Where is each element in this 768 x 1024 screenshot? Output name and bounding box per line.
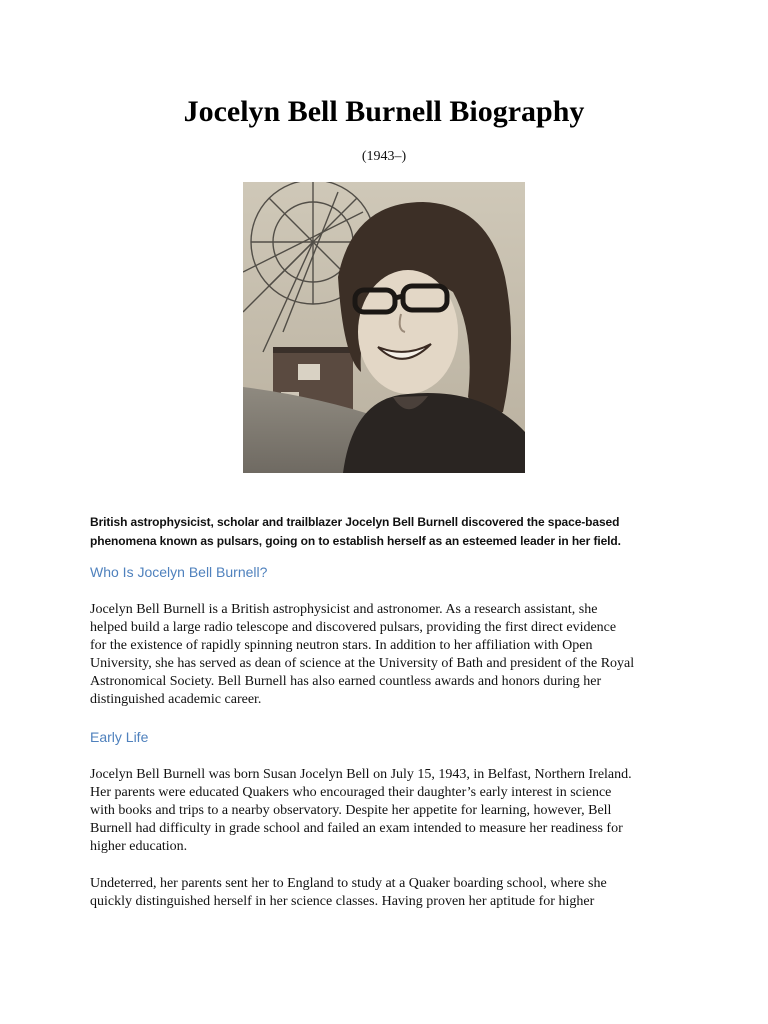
text-line: with books and trips to a nearby observatory. Despite her appetite for learning, however, Bell [90, 803, 612, 818]
text-line: Jocelyn Bell Burnell was born Susan Jocelyn Bell on July 15, 1943, in Belfast, Northern Ireland. [90, 767, 632, 782]
section-heading-early-life: Early Life [90, 729, 149, 745]
lead-summary [90, 513, 690, 551]
text-line: Burnell had difficulty in grade school and failed an exam intended to measure her readiness for [90, 821, 623, 836]
page-title: Jocelyn Bell Burnell Biography [183, 95, 585, 128]
text-line: University, she has served as dean of science at the University of Bath and president of the Royal [90, 656, 635, 671]
text-line: Astronomical Society. Bell Burnell has also earned countless awards and honors during her [90, 674, 602, 689]
portrait-photo [243, 182, 525, 473]
text-line: quickly distinguished herself in her science classes. Having proven her aptitude for higher [90, 894, 595, 909]
paragraph-early-life-1 [90, 766, 690, 856]
text-line: distinguished academic career. [90, 692, 262, 707]
lead-line: phenomena known as pulsars, going on to establish herself as an esteemed leader in her field. [90, 534, 621, 548]
paragraph-early-life-2 [90, 875, 690, 911]
text-line: helped build a large radio telescope and discovered pulsars, providing the first direct evidence [90, 620, 617, 635]
text-line: Jocelyn Bell Burnell is a British astrophysicist and astronomer. As a research assistant, she [90, 602, 598, 617]
text-line: Her parents were educated Quakers who encouraged their daughter’s early interest in science [90, 785, 612, 800]
paragraph-who [90, 601, 690, 709]
life-dates: (1943–) [361, 149, 407, 164]
text-line: Undeterred, her parents sent her to England to study at a Quaker boarding school, where she [90, 876, 607, 891]
section-heading-who: Who Is Jocelyn Bell Burnell? [90, 564, 268, 580]
lead-line: British astrophysicist, scholar and trailblazer Jocelyn Bell Burnell discovered the space-based [90, 515, 620, 529]
text-line: for the existence of rapidly spinning neutron stars. In addition to her affiliation with Open [90, 638, 593, 653]
text-line: higher education. [90, 839, 188, 854]
